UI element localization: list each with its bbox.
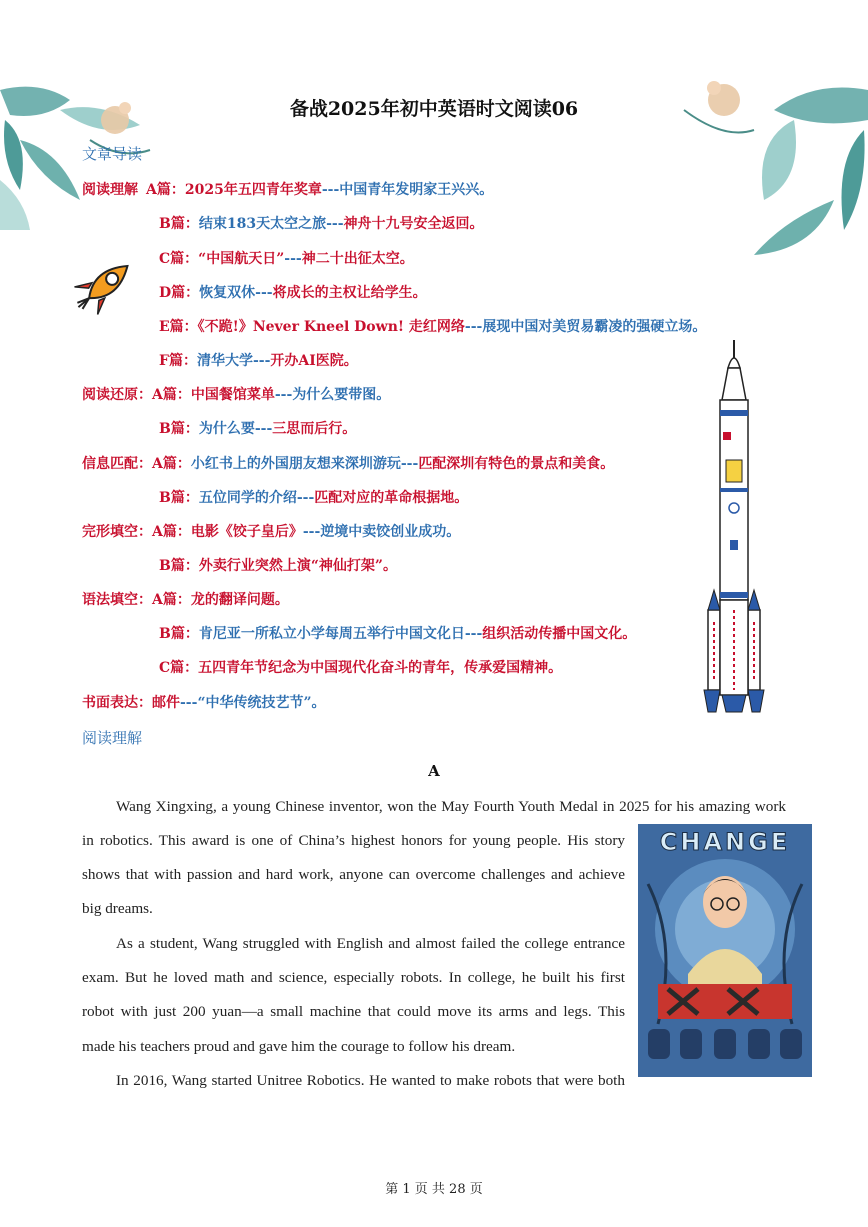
guide-line: D篇：恢复双休---将成长的主权让给学生。 [159, 285, 427, 301]
rocket-icon [66, 252, 144, 316]
guide-line: B篇：为什么要---三思而后行。 [159, 421, 357, 437]
guide-line: B篇：五位同学的介绍---匹配对应的革命根据地。 [159, 490, 469, 506]
guide-line: 完形填空：A篇：电影《饺子皇后》---逆境中卖饺创业成功。 [82, 524, 461, 540]
guide-line: E篇：《不跪!》Never Kneel Down! 走红网络---展现中国对美贸易霸凌的强硬立场。 [159, 319, 707, 335]
article-line: Wang Xingxing, a young Chinese inventor, won the May Fourth Youth Medal in 2025 for his amazing work [116, 798, 786, 815]
page-title: 备战2025年初中英语时文阅读06 [289, 98, 579, 120]
guide-category: 阅读理解 [82, 182, 138, 198]
guide-line: B篇：外卖行业突然上演“神仙打架”。 [159, 558, 397, 574]
article-line: in robotics. This award is one of China’s highest honors for young people. His story [82, 832, 625, 849]
guide-topic: 2025年五四青年奖章 [184, 182, 322, 198]
guide-line: B篇：结束183天太空之旅---神舟十九号安全返回。 [159, 216, 484, 232]
poster-artwork [638, 824, 812, 1077]
page-footer: 第 1 页 共 28 页 [385, 1182, 483, 1197]
reading-heading: 阅读理解 [82, 729, 143, 747]
poster-title: CHANGE [659, 828, 791, 856]
change-poster-illustration [638, 824, 812, 1077]
article-label: A [428, 762, 440, 780]
guide-line: 阅读还原：A篇：中国餐馆菜单---为什么要带图。 [82, 387, 391, 403]
article-line: robot with just 200 yuan—a small machine that could move its arms and legs. This [82, 1003, 625, 1020]
article-line: made his teachers proud and gave him the courage to follow his dream. [82, 1038, 516, 1055]
guide-line: 阅读理解 A篇：2025年五四青年奖章---中国青年发明家王兴兴。 [82, 182, 494, 198]
long-march-rocket-illustration [700, 340, 768, 715]
guide-label: A篇： [146, 182, 185, 198]
guide-line: 书面表达：邮件---“中华传统技艺节”。 [82, 695, 326, 711]
article-line: exam. But he loved math and science, especially robots. In college, he built his first [82, 969, 625, 986]
article-line: big dreams. [82, 900, 153, 917]
guide-line: 语法填空：A篇：龙的翻译问题。 [82, 592, 289, 608]
article-line: In 2016, Wang started Unitree Robotics. He wanted to make robots that were both [116, 1072, 625, 1089]
guide-heading: 文章导读 [82, 145, 143, 163]
article-line: As a student, Wang struggled with English and almost failed the college entrance [116, 935, 625, 952]
guide-detail: 中国青年发明家王兴兴。 [339, 182, 494, 198]
guide-line: C篇：“中国航天日”---神二十出征太空。 [159, 251, 414, 267]
guide-line: C篇：五四青年节纪念为中国现代化奋斗的青年，传承爱国精神。 [159, 660, 563, 676]
article-line: shows that with passion and hard work, anyone can overcome challenges and achieve [82, 866, 625, 883]
guide-line: 信息匹配：A篇：小红书上的外国朋友想来深圳游玩---匹配深圳有特色的景点和美食。 [82, 456, 615, 472]
guide-line: F篇：清华大学---开办AI医院。 [159, 353, 358, 369]
guide-line: B篇：肯尼亚一所私立小学每周五举行中国文化日---组织活动传播中国文化。 [159, 626, 637, 642]
